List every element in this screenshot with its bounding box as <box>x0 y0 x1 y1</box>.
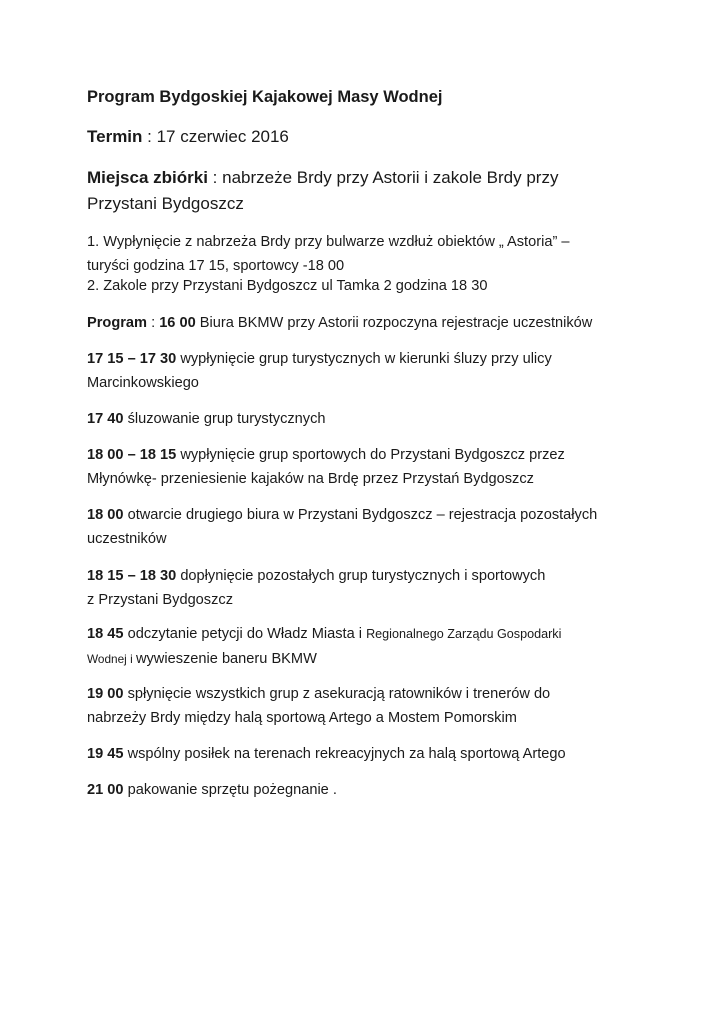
schedule-item-3-line-1 <box>87 448 565 463</box>
schedule-item-5-line-1 <box>87 569 545 584</box>
program-separator: : <box>147 315 160 331</box>
program-line <box>87 316 592 331</box>
schedule-time: 19 45 <box>87 746 124 762</box>
document-title: Program Bydgoskiej Kajakowej Masy Wodnej <box>87 88 443 106</box>
schedule-text: spłynięcie wszystkich grup z asekuracją ratowników i trenerów do <box>123 686 551 702</box>
schedule-time: 18 15 – 18 30 <box>87 568 177 584</box>
schedule-item-6-line-2 <box>87 652 317 667</box>
schedule-text-small: Regionalnego Zarządu Gospodarki <box>366 627 562 641</box>
schedule-text: pakowanie sprzętu pożegnanie . <box>123 782 337 798</box>
schedule-item-1-line-1 <box>87 352 552 367</box>
schedule-item-8-line-1 <box>87 747 566 762</box>
termin-separator: : <box>142 127 157 146</box>
program-label: Program <box>87 315 148 331</box>
schedule-time: 18 00 <box>87 507 124 523</box>
schedule-item-7-line-1 <box>87 687 550 702</box>
program-time: 16 00 <box>159 315 196 331</box>
miejsca-line-1 <box>87 169 558 186</box>
miejsca-text-1: nabrzeże Brdy przy Astorii i zakole Brdy przy <box>222 168 559 187</box>
schedule-text: śluzowanie grup turystycznych <box>123 411 326 427</box>
schedule-item-9-line-1 <box>87 783 337 798</box>
schedule-text: otwarcie drugiego biura w Przystani Bydgoszcz – rejestracja pozostałych <box>123 507 598 523</box>
point-line-2: turyści godzina 17 15, sportowcy -18 00 <box>87 258 345 274</box>
schedule-item-7-line-2: nabrzeży Brdy między halą sportową Artego a Mostem Pomorskim <box>87 710 517 726</box>
point-line-1: 1. Wypłynięcie z nabrzeża Brdy przy bulwarze wzdłuż obiektów „ Astoria” – <box>87 234 570 250</box>
schedule-time: 17 15 – 17 30 <box>87 351 177 367</box>
schedule-item-5-line-2: z Przystani Bydgoszcz <box>87 592 233 608</box>
schedule-item-3-line-2: Młynówkę- przeniesienie kajaków na Brdę przez Przystań Bydgoszcz <box>87 471 534 487</box>
schedule-item-6-line-1 <box>87 627 561 642</box>
termin-value: 17 czerwiec 2016 <box>156 127 289 146</box>
termin-label: Termin <box>87 127 143 146</box>
schedule-item-4-line-1 <box>87 508 597 523</box>
miejsca-label: Miejsca zbiórki <box>87 168 208 187</box>
schedule-text-small: Wodnej i <box>87 652 136 666</box>
schedule-text: wywieszenie baneru BKMW <box>135 651 317 667</box>
schedule-item-1-line-2: Marcinkowskiego <box>87 375 199 391</box>
schedule-text: wypłynięcie grup turystycznych w kierunki śluzy przy ulicy <box>176 351 552 367</box>
schedule-item-2-line-1 <box>87 412 326 427</box>
miejsca-separator: : <box>207 168 223 187</box>
schedule-time: 21 00 <box>87 782 124 798</box>
schedule-text: wspólny posiłek na terenach rekreacyjnych za halą sportową Artego <box>123 746 566 762</box>
schedule-text: wypłynięcie grup sportowych do Przystani Bydgoszcz przez <box>176 447 565 463</box>
schedule-item-4-line-2: uczestników <box>87 531 167 547</box>
schedule-time: 18 00 – 18 15 <box>87 447 177 463</box>
schedule-time: 17 40 <box>87 411 124 427</box>
schedule-text: dopłynięcie pozostałych grup turystycznych i sportowych <box>176 568 546 584</box>
schedule-time: 18 45 <box>87 626 124 642</box>
point-line-3: 2. Zakole przy Przystani Bydgoszcz ul Tamka 2 godzina 18 30 <box>87 278 488 294</box>
termin-line <box>87 128 289 145</box>
program-text: Biura BKMW przy Astorii rozpoczyna rejestracje uczestników <box>195 315 593 331</box>
miejsca-line-2: Przystani Bydgoszcz <box>87 194 244 213</box>
schedule-text: odczytanie petycji do Władz Miasta i <box>123 626 367 642</box>
schedule-time: 19 00 <box>87 686 124 702</box>
